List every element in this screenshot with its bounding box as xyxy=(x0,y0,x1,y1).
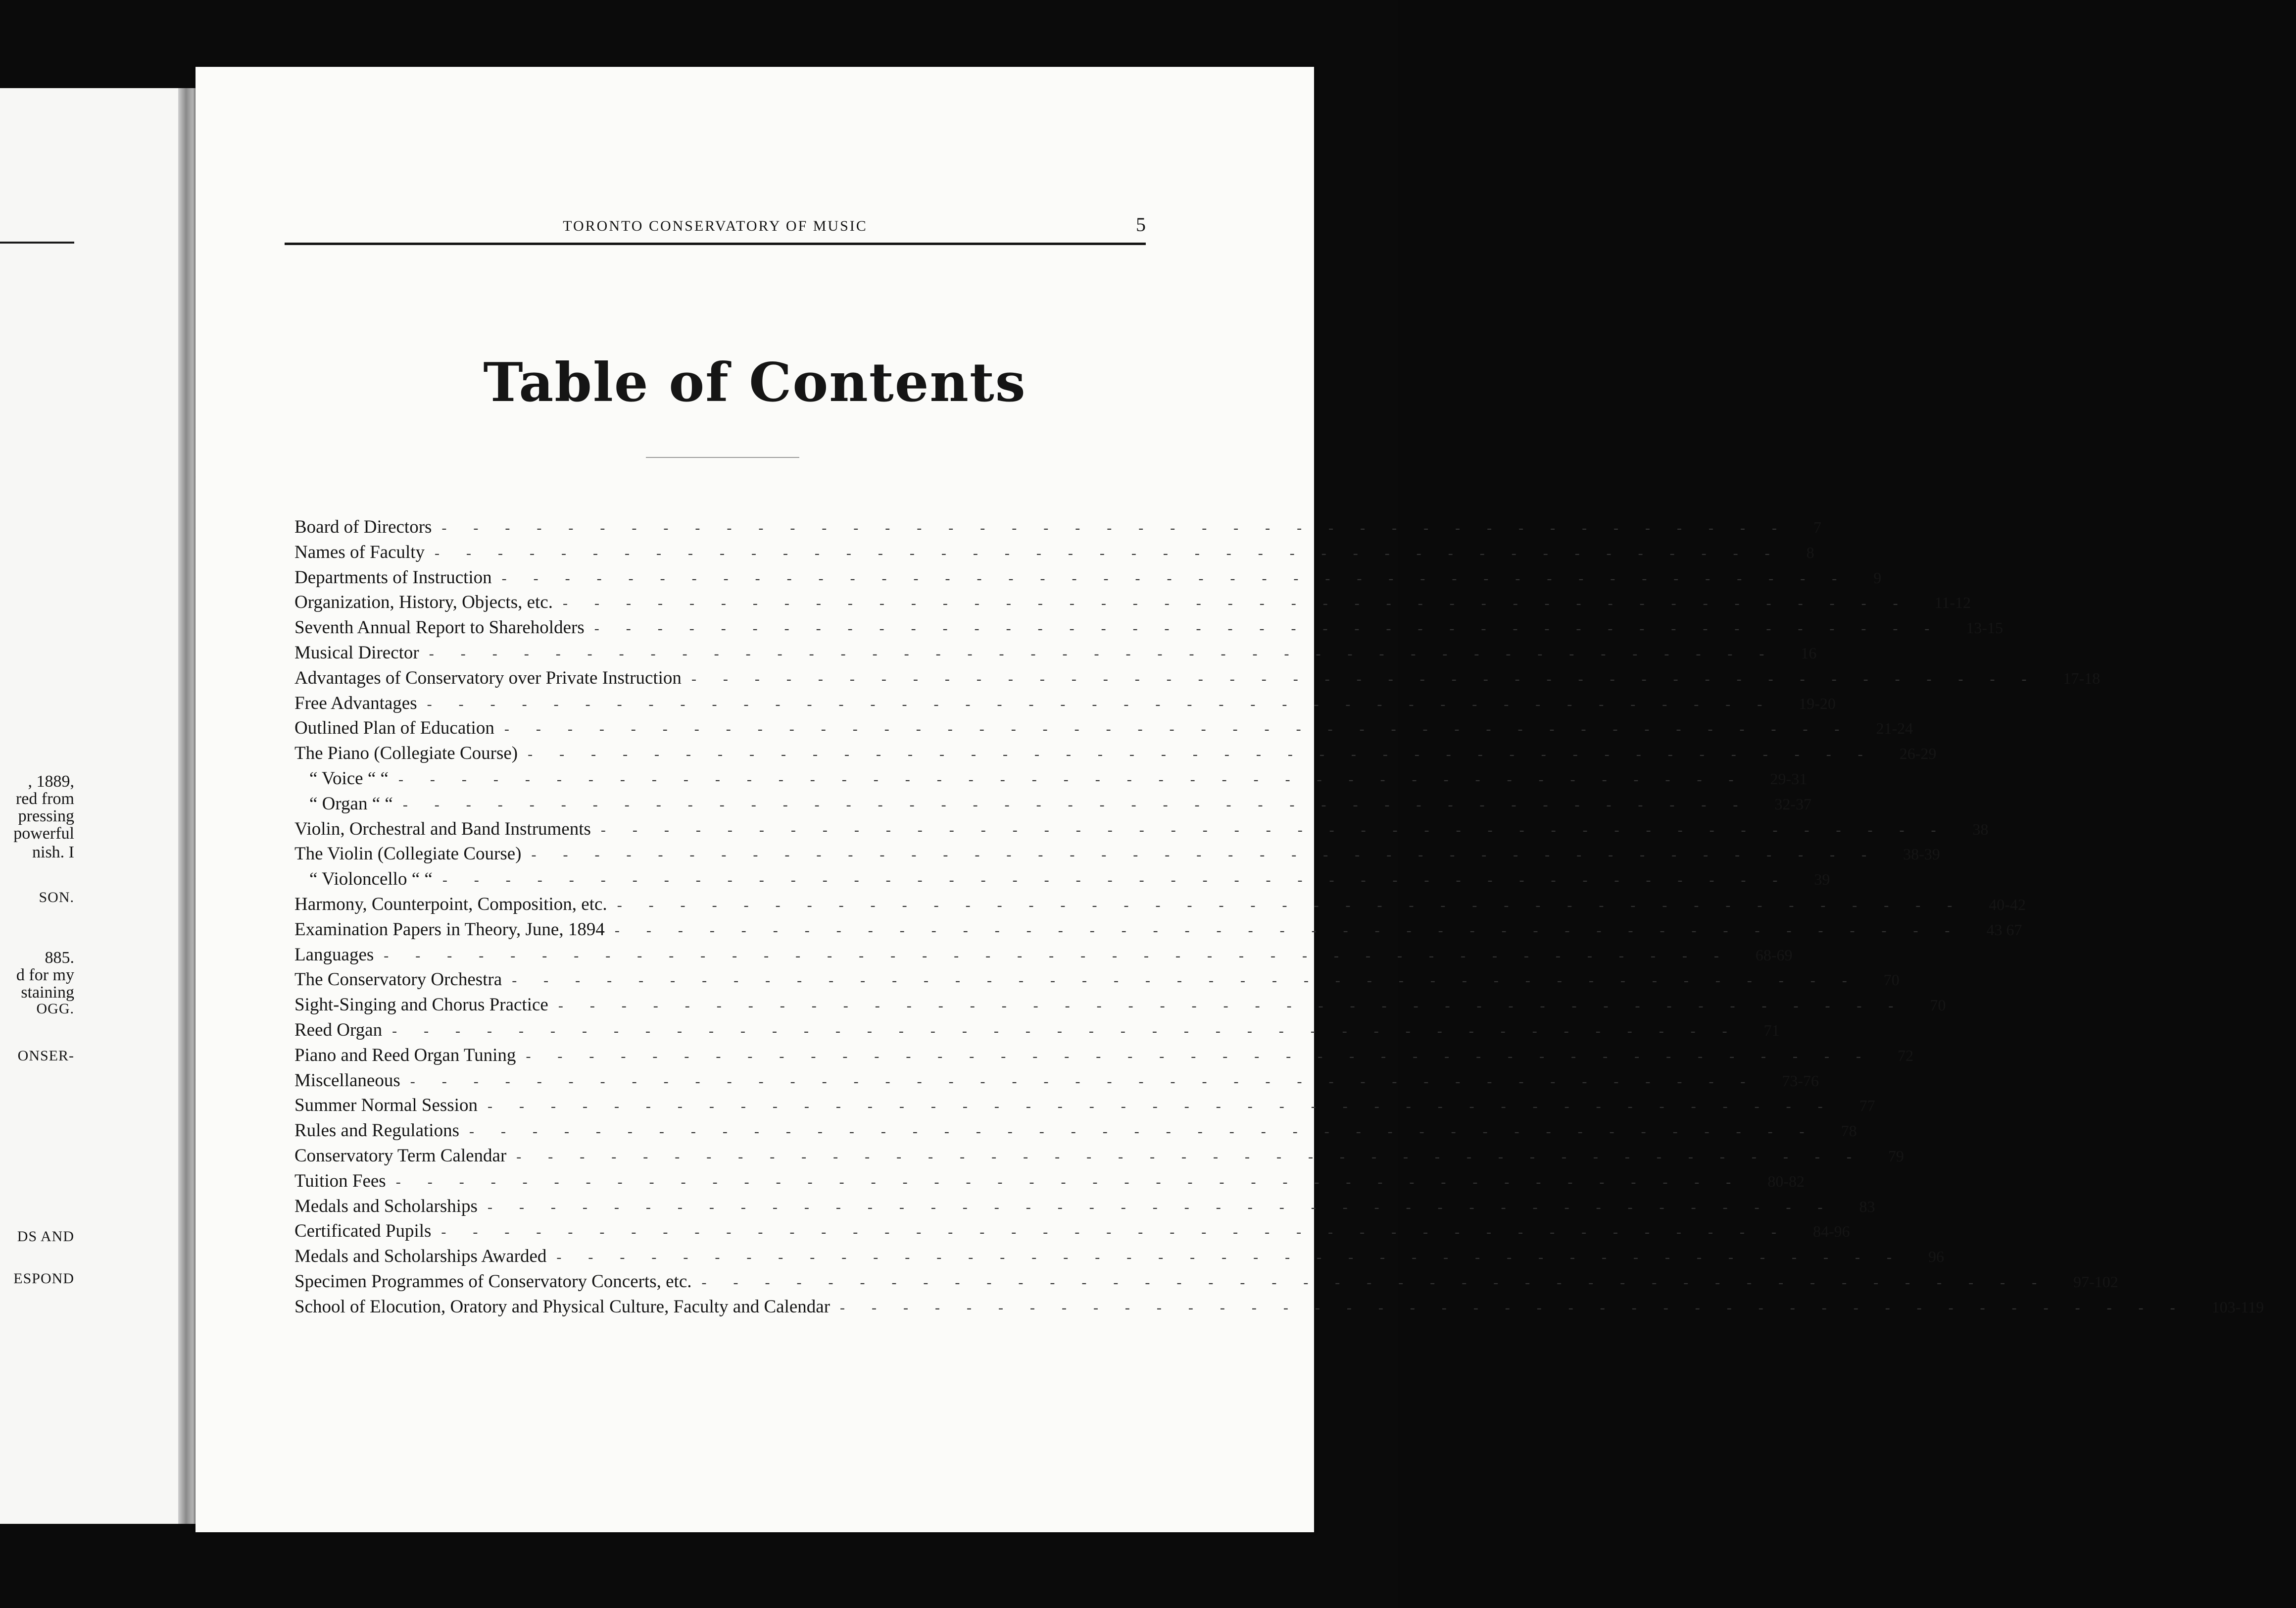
entry-page-number: 38 xyxy=(1972,820,1989,838)
entry-title: Organization, History, Objects, etc. xyxy=(294,592,553,613)
entry-title: Musical Director xyxy=(294,642,419,663)
entry-page-number: 17-18 xyxy=(2063,669,2101,687)
entry-page-number: 32-37 xyxy=(1774,795,1812,813)
contents-entry xyxy=(294,817,1989,842)
dot-leader: ------------------------------------------- xyxy=(600,821,1963,838)
entry-page-number: 71 xyxy=(1763,1021,1780,1039)
running-head xyxy=(285,193,1146,243)
contents-entry xyxy=(294,792,1812,817)
previous-page-line: ONSER- xyxy=(17,1048,74,1064)
dot-leader: ------------------------------------------- xyxy=(435,545,1797,561)
dot-leader: ------------------------------------------- xyxy=(531,847,1894,863)
previous-page-line: DS AND xyxy=(17,1228,74,1245)
dot-leader: ------------------------------------------- xyxy=(594,620,1956,637)
contents-entry xyxy=(294,967,1900,993)
previous-page-line: powerful xyxy=(13,824,74,843)
contents-entry xyxy=(294,1093,1875,1118)
contents-entry xyxy=(294,641,1817,666)
previous-page-line: , 1889, xyxy=(28,772,74,791)
entry-title: The Violin (Collegiate Course) xyxy=(294,844,522,864)
dot-leader: ------------------------------------------- xyxy=(617,897,1979,913)
entry-page-number: 19-20 xyxy=(1799,694,1836,712)
dot-leader: ------------------------------------------- xyxy=(384,947,1746,964)
contents-entry xyxy=(294,943,1793,968)
entry-page-number: 39 xyxy=(1814,870,1830,889)
book-gutter xyxy=(178,88,198,1524)
dot-leader: ------------------------------------------- xyxy=(516,1148,1878,1165)
dot-leader: ------------------------------------------- xyxy=(441,520,1804,536)
entry-title: Harmony, Counterpoint, Composition, etc. xyxy=(294,894,607,914)
entry-title: Tuition Fees xyxy=(294,1170,386,1191)
entry-title: Free Advantages xyxy=(294,693,417,713)
contents-entry xyxy=(294,1068,1819,1094)
contents-entry xyxy=(294,741,1937,766)
entry-title: “ Violoncello “ “ xyxy=(309,869,433,890)
entry-title: Medals and Scholarships Awarded xyxy=(294,1246,547,1267)
dot-leader: ------------------------------------------- xyxy=(556,1249,1918,1266)
entry-title: Sight-Singing and Chorus Practice xyxy=(294,995,548,1015)
entry-title: Names of Faculty xyxy=(294,542,425,562)
entry-title: The Piano (Collegiate Course) xyxy=(294,743,518,764)
dot-leader: ------------------------------------------- xyxy=(840,1299,2202,1316)
contents-entry xyxy=(294,1144,1904,1169)
entry-page-number: 13-15 xyxy=(1966,619,2003,637)
entry-title: Rules and Regulations xyxy=(294,1120,459,1141)
entry-page-number: 68-69 xyxy=(1755,946,1793,964)
contents-entry xyxy=(294,590,1971,615)
entry-title: “ Organ “ “ xyxy=(309,793,393,814)
entry-title: Reed Organ xyxy=(294,1019,383,1040)
previous-page-line: pressing xyxy=(18,807,74,825)
contents-entry xyxy=(294,1295,2264,1320)
previous-page-line: staining xyxy=(21,983,74,1002)
dot-leader: ------------------------------------------- xyxy=(526,1048,1888,1064)
entry-page-number: 97-102 xyxy=(2073,1272,2118,1291)
contents-entry xyxy=(294,565,1882,591)
entry-page-number: 70 xyxy=(1883,971,1900,989)
contents-entry xyxy=(294,716,1913,741)
contents-entry xyxy=(294,917,2022,943)
dot-leader: ------------------------------------------- xyxy=(441,1224,1804,1241)
contents-entry xyxy=(294,691,1836,716)
running-title: TORONTO CONSERVATORY OF MUSIC xyxy=(563,218,868,234)
entry-page-number: 21-24 xyxy=(1876,719,1913,738)
contents-entry xyxy=(294,993,1946,1018)
contents-entry xyxy=(294,1018,1780,1043)
contents-entry xyxy=(294,842,1940,867)
previous-page-line: nish. I xyxy=(32,843,74,861)
contents-entry xyxy=(294,615,2003,641)
previous-page-line: OGG. xyxy=(36,1001,74,1017)
dot-leader: ------------------------------------------- xyxy=(501,570,1864,587)
entry-page-number: 43 67 xyxy=(1986,920,2022,939)
entry-page-number: 80-82 xyxy=(1767,1172,1805,1190)
dot-leader: ------------------------------------------- xyxy=(427,696,1789,712)
dot-leader: ------------------------------------------- xyxy=(528,746,1890,763)
contents-list xyxy=(294,515,2264,1320)
entry-page-number: 70 xyxy=(1930,996,1946,1014)
contents-entry xyxy=(294,540,1814,565)
dot-leader: ------------------------------------------- xyxy=(562,595,1925,612)
entry-title: Medals and Scholarships xyxy=(294,1196,478,1216)
entry-page-number: 7 xyxy=(1813,518,1822,536)
previous-page-line: d for my xyxy=(16,966,74,984)
page-title: Table of Contents xyxy=(483,352,1026,414)
contents-entry xyxy=(294,1194,1875,1219)
dot-leader: ------------------------------------------- xyxy=(512,972,1874,989)
entry-page-number: 96 xyxy=(1928,1248,1944,1266)
contents-entry xyxy=(294,1244,1944,1269)
entry-title: Board of Directors xyxy=(294,517,432,537)
dot-leader: ------------------------------------------- xyxy=(410,1073,1772,1090)
entry-title: Seventh Annual Report to Shareholders xyxy=(294,617,585,638)
contents-entry xyxy=(294,1043,1914,1068)
contents-entry xyxy=(294,766,1807,792)
entry-title: Conservatory Term Calendar xyxy=(294,1145,507,1166)
dot-leader: ------------------------------------------- xyxy=(691,670,2053,687)
entry-title: Departments of Instruction xyxy=(294,567,492,588)
contents-page xyxy=(195,67,2264,1532)
dot-leader: ------------------------------------------- xyxy=(558,998,1920,1014)
entry-page-number: 40-42 xyxy=(1989,895,2026,913)
previous-page-line: 885. xyxy=(45,949,74,967)
header-rule xyxy=(285,243,1146,245)
dot-leader: ------------------------------------------- xyxy=(504,721,1866,738)
page-number: 5 xyxy=(1136,213,1146,236)
previous-page-line: red from xyxy=(15,790,74,808)
entry-page-number: 11-12 xyxy=(1934,594,1971,612)
entry-title: Piano and Reed Organ Tuning xyxy=(294,1045,516,1065)
entry-page-number: 26-29 xyxy=(1899,745,1937,763)
entry-title: Summer Normal Session xyxy=(294,1095,478,1116)
contents-entry xyxy=(294,1269,2118,1295)
contents-entry xyxy=(294,892,2026,917)
entry-page-number: 77 xyxy=(1859,1097,1875,1115)
entry-page-number: 79 xyxy=(1888,1147,1904,1165)
dot-leader: ------------------------------------------- xyxy=(701,1274,2064,1291)
dot-leader: ------------------------------------------- xyxy=(442,872,1805,889)
entry-page-number: 16 xyxy=(1801,644,1817,662)
entry-title: School of Elocution, Oratory and Physical Culture, Faculty and Calendar xyxy=(294,1296,830,1317)
entry-page-number: 38-39 xyxy=(1903,845,1940,863)
title-divider xyxy=(646,457,799,458)
entry-title: Languages xyxy=(294,944,374,965)
entry-page-number: 29-31 xyxy=(1770,769,1807,788)
entry-page-number: 83 xyxy=(1859,1197,1875,1215)
entry-title: “ Voice “ “ xyxy=(309,768,389,789)
entry-title: Outlined Plan of Education xyxy=(294,718,494,739)
previous-page-fragment xyxy=(0,88,197,1524)
entry-page-number: 84-96 xyxy=(1813,1222,1850,1241)
entry-title: Examination Papers in Theory, June, 1894 xyxy=(294,919,605,940)
entry-title: Certificated Pupils xyxy=(294,1221,432,1242)
previous-page-line: SON. xyxy=(39,889,74,905)
contents-entry xyxy=(294,867,1830,892)
entry-page-number: 9 xyxy=(1873,568,1882,587)
entry-page-number: 72 xyxy=(1898,1046,1914,1064)
entry-page-number: 8 xyxy=(1806,543,1814,561)
dot-leader: ------------------------------------------- xyxy=(469,1123,1831,1140)
entry-page-number: 73-76 xyxy=(1782,1071,1819,1090)
entry-title: Miscellaneous xyxy=(294,1070,400,1091)
dot-leader: ------------------------------------------- xyxy=(614,922,1977,939)
dot-leader: ------------------------------------------- xyxy=(402,796,1765,813)
entry-title: Specimen Programmes of Conservatory Concerts, etc. xyxy=(294,1271,692,1292)
previous-page-text-fragments xyxy=(0,88,74,1524)
dot-leader: ------------------------------------------- xyxy=(395,1173,1758,1190)
dot-leader: ------------------------------------------- xyxy=(392,1022,1754,1039)
dot-leader: ------------------------------------------- xyxy=(398,771,1760,788)
contents-entry xyxy=(294,666,2101,691)
entry-title: The Conservatory Orchestra xyxy=(294,969,502,990)
entry-title: Violin, Orchestral and Band Instruments xyxy=(294,818,591,839)
entry-page-number: 78 xyxy=(1841,1122,1857,1140)
previous-page-line: ESPOND xyxy=(13,1270,74,1287)
contents-entry xyxy=(294,1219,1850,1244)
contents-entry xyxy=(294,515,1822,540)
contents-entry xyxy=(294,1169,1805,1194)
dot-leader: ------------------------------------------- xyxy=(487,1098,1850,1115)
entry-title: Advantages of Conservatory over Private Instruction xyxy=(294,667,682,688)
dot-leader: ------------------------------------------- xyxy=(487,1199,1850,1215)
dot-leader: ------------------------------------------- xyxy=(429,645,1791,662)
entry-page-number: 103-119 xyxy=(2211,1298,2264,1316)
contents-entry xyxy=(294,1118,1857,1144)
